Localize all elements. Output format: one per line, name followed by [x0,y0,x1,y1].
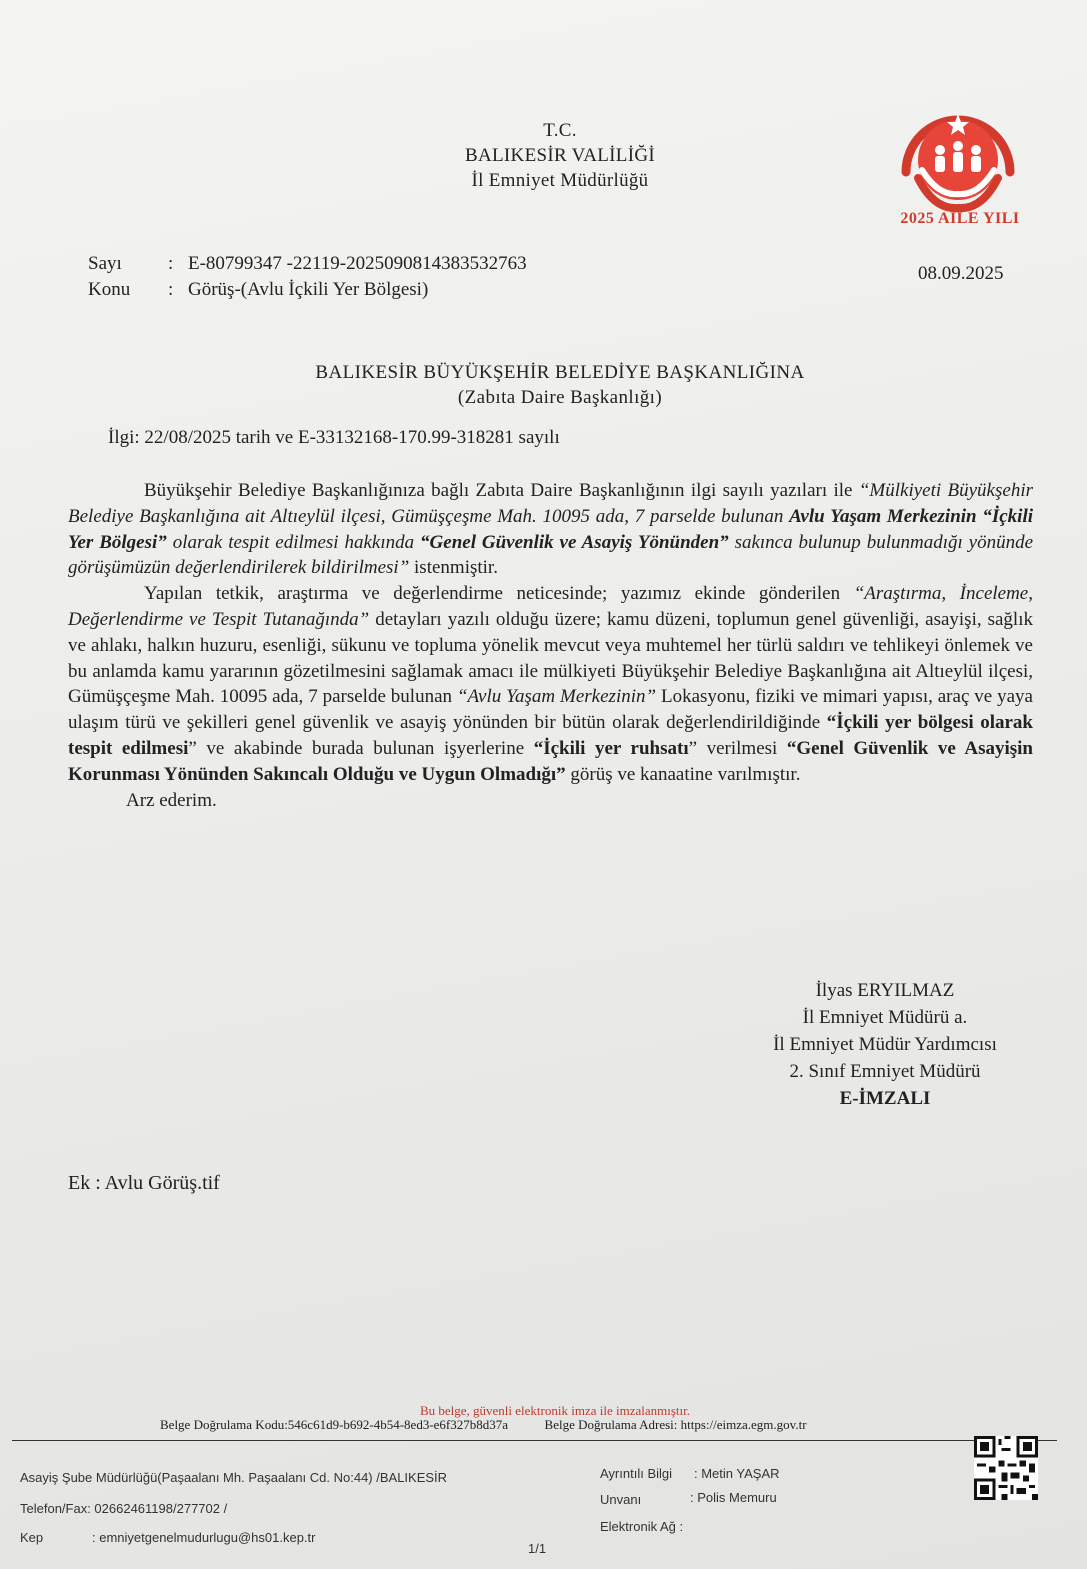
signer-line-3: İl Emniyet Müdür Yardımcısı [773,1034,997,1055]
sayi-label: Sayı [88,253,122,274]
letterhead-mudurluk: İl Emniyet Müdürlüğü [471,170,649,191]
logo-caption: 2025 AİLE YILI [900,210,1020,227]
detail-label: Ayrıntılı Bilgi [600,1466,673,1481]
letterhead-tc: T.C. [543,120,577,141]
paragraph-2 [68,581,1033,787]
sayi-separator: : [168,253,174,274]
p2-text-d: “Avlu Yaşam Merkezinin” [456,686,657,708]
title-value: : Polis Memuru [690,1490,777,1505]
p1-text-b: “Mülkiyeti Büyükşehir Belediye Başkanlığına ait Altıeylül ilçesi, Gümüşçeşme Mah. 10095 ada, 7 parselde bulunan [68,480,1033,527]
verification-row [160,1417,807,1433]
sayi-row [88,253,527,275]
recipient-line-2: (Zabıta Daire Başkanlığı) [457,387,663,408]
p2-text-c: detayları yazılı olduğu üzere; kamu düzeni, toplumun genel güvenliği, asayişi, sağlık ve ahlakı, halkın huzuru, esenliği, sükunu ve topluma yönelik mevcut veya muhtemel her türlü saldırı ve tehlikeyi önlemek ve bu anlamda kamu yararının gözetilmesini sağlamak amacı ile mülkiyeti Büyükşehir Belediye Başkanlığına ait Altıeylül ilçesi, Gümüşçeşme Mah. 10095 ada, 7 parselde bulunan [68,608,1033,708]
document-date: 08.09.2025 [918,263,1004,284]
p2-text-j: “Genel Güvenlik ve Asayişin Korunması Yönünden Sakıncalı Olduğu ve Uygun Olmadığı” [68,737,1033,785]
network-label: Elektronik Ağ : [600,1519,684,1534]
p2-text-b: “Araştırma, İnceleme, Değerlendirme ve Tespit Tutanağında” [68,583,1033,630]
footer-address: Asayiş Şube Müdürlüğü(Paşaalanı Mh. Paşaalanı Cd. No:44) /BALIKESİR [20,1470,448,1485]
konu-separator: : [168,279,174,300]
page-number: 1/1 [528,1541,547,1556]
recipient [200,360,920,410]
p2-text-f: “İçkili yer bölgesi olarak tespit edilmesi [68,712,1033,759]
detail-value: : Metin YAŞAR [694,1466,780,1481]
p2-text-k: görüş ve kanaatine varılmıştır. [565,763,801,785]
signature-block [700,977,1070,1112]
paragraph-1 [68,478,1033,581]
e-signature-note: Bu belge, güvenli elektronik imza ile imzalanmıştır. [419,1403,691,1418]
sayi-value: E-80799347 -22119-2025090814383532763 [188,253,527,274]
p1-text-e: “Genel Güvenlik ve Asayiş Yönünden” [420,531,729,553]
signature-status: E-İMZALI [839,1088,931,1109]
verification-address: Belge Doğrulama Adresi: https://eimza.egm.gov.tr [544,1417,807,1432]
title-label: Unvanı [600,1492,642,1507]
p2-text-i: ” verilmesi [688,737,787,759]
recipient-line-1: BALIKESİR BÜYÜKŞEHİR BELEDİYE BAŞKANLIĞINA [315,362,805,383]
p2-text-a: Yapılan tetkik, araştırma ve değerlendirme neticesinde; yazımız ekinde gönderilen [144,583,854,605]
reference-line: İlgi: 22/08/2025 tarih ve E-33132168-170.99-318281 sayılı [108,427,560,448]
p2-text-g: ” ve akabinde burada bulunan işyerlerine [188,737,534,759]
footer-phone: Telefon/Fax: 02662461198/277702 / [20,1501,228,1516]
p1-text-f: sakınca bulunup bulunmadığı yönünde görüşümüzün değerlendirilerek bildirilmesi” [68,531,1034,579]
letter-body [68,478,1033,813]
p2-text-e: Lokasyonu, fiziki ve mimari yapısı, araç ve yaya ulaşım türü ve şekilleri genel güvenlik ve asayiş yönünden bir bütün olarak değerlendirildiğinde [68,686,1033,734]
attachment-line: Ek : Avlu Görüş.tif [68,1172,220,1194]
qr-code-icon [974,1436,1038,1500]
p1-text-g: istenmiştir. [409,557,498,579]
letterhead [300,118,820,193]
konu-row [88,279,428,301]
p2-text-h: “İçkili yer ruhsatı [533,737,689,759]
signer-line-4: 2. Sınıf Emniyet Müdürü [789,1061,981,1082]
signer-line-2: İl Emniyet Müdürü a. [802,1007,968,1028]
konu-label: Konu [88,279,131,300]
closing-line: Arz ederim. [126,789,217,811]
p1-text-a: Büyükşehir Belediye Başkanlığınıza bağlı Zabıta Daire Başkanlığının ilgi sayılı yazıları ile [144,480,859,501]
letterhead-valilik: BALIKESİR VALİLİĞİ [465,145,655,166]
footer-divider [12,1440,1057,1441]
konu-value: Görüş-(Avlu İçkili Yer Bölgesi) [188,279,429,300]
p1-text-d: olarak tespit edilmesi hakkında [166,531,421,553]
p1-text-c: Avlu Yaşam Merkezinin “İçkili Yer Bölgesi” [68,505,1034,553]
footer-kep-value: : emniyetgenelmudurlugu@hs01.kep.tr [92,1530,316,1545]
verification-code: Belge Doğrulama Kodu:546c61d9-b692-4b54-8ed3-e6f327b8d37a [160,1417,509,1432]
footer-kep-label: Kep [20,1530,44,1545]
signer-name: İlyas ERYILMAZ [815,980,955,1001]
